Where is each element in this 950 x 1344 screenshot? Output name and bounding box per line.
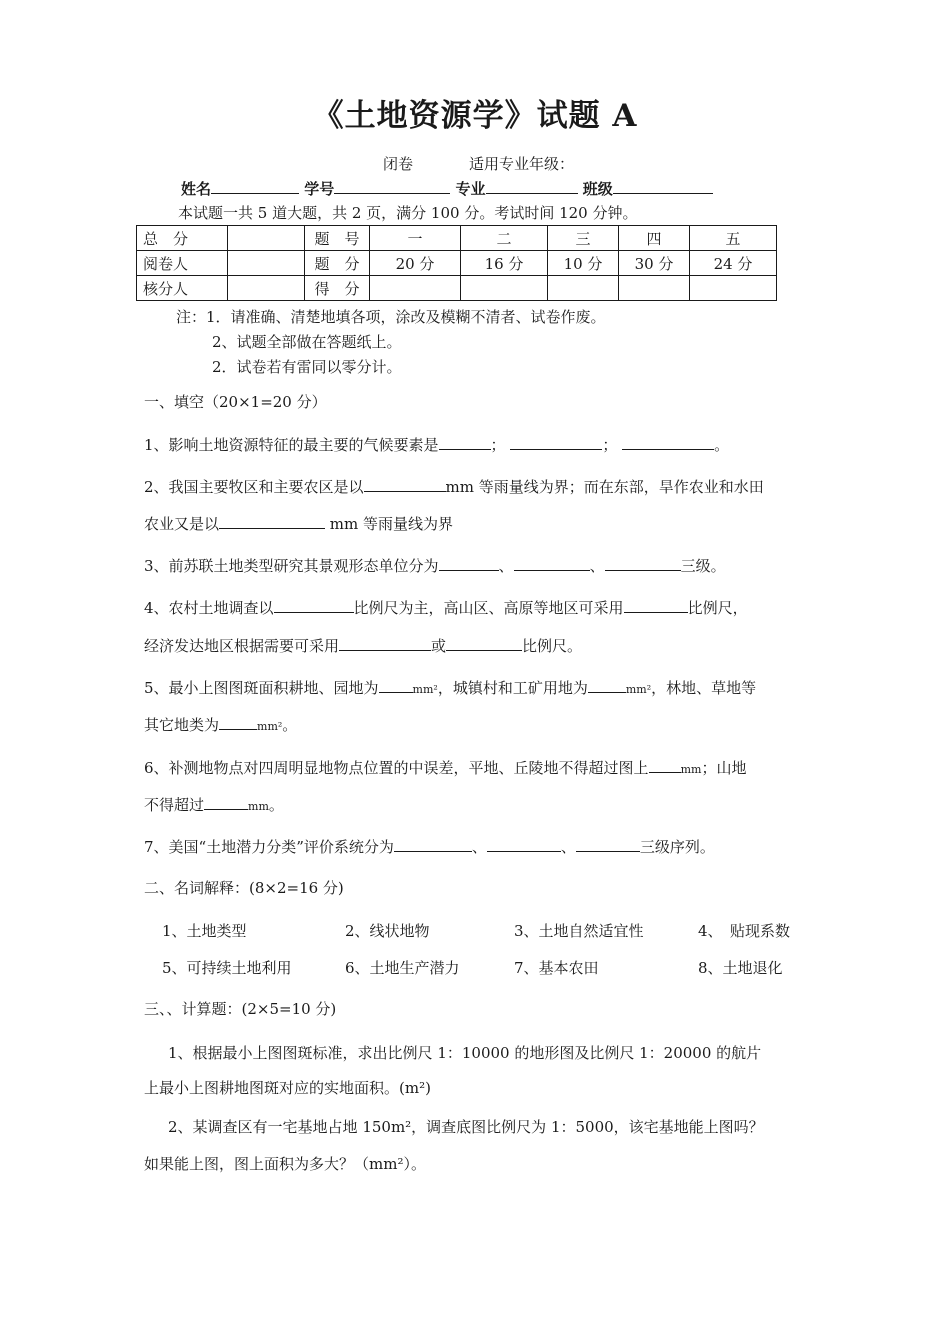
unit-label: mm xyxy=(248,800,269,813)
answer-blank[interactable] xyxy=(204,794,248,810)
section2-heading: 二、名词解释：(8×2=16 分) xyxy=(144,879,344,897)
question-1 xyxy=(144,434,729,455)
term-5: 5、可持续土地利用 xyxy=(162,959,292,977)
answer-blank[interactable] xyxy=(510,434,602,450)
table-cell[interactable] xyxy=(548,276,619,301)
question-4-line-1 xyxy=(144,597,748,618)
question-4-line-2 xyxy=(144,635,582,656)
question-text: ，林地、草地等 xyxy=(651,679,757,697)
question-6-line-1 xyxy=(144,757,746,780)
question-text: 经济发达地区根据需要可采用 xyxy=(144,637,340,655)
note-3: 2．试卷若有雷同以零分计。 xyxy=(212,358,402,376)
question-text: 或 xyxy=(431,637,447,655)
answer-blank[interactable] xyxy=(379,677,413,693)
closed-book-label: 闭卷 xyxy=(383,155,414,173)
question-5-line-1 xyxy=(144,677,756,700)
question-text: 农业又是以 xyxy=(144,515,220,533)
question-text: 1、影响土地资源特征的最主要的气候要素是 xyxy=(144,436,439,454)
answer-blank[interactable] xyxy=(219,714,257,730)
table-cell: 二 xyxy=(461,226,548,251)
answer-blank[interactable] xyxy=(339,635,431,651)
separator: 、 xyxy=(589,557,605,575)
question-text: 三级。 xyxy=(680,557,726,575)
term-6: 6、土地生产潜力 xyxy=(345,959,460,977)
score-table xyxy=(136,225,777,301)
question-text: 2、我国主要牧区和主要农区是以 xyxy=(144,478,364,496)
table-cell: 阅卷人 xyxy=(137,251,228,276)
answer-blank[interactable] xyxy=(649,757,681,773)
question-2-line-1 xyxy=(144,476,764,497)
answer-blank[interactable] xyxy=(622,434,714,450)
answer-blank[interactable] xyxy=(588,677,626,693)
table-cell: 五 xyxy=(690,226,777,251)
note-1: 注：1．请准确、清楚地填各项，涂改及模糊不清者、试卷作废。 xyxy=(176,308,606,326)
answer-blank[interactable] xyxy=(274,597,354,613)
student-id-field[interactable] xyxy=(334,178,450,194)
unit-label: mm² xyxy=(625,683,652,696)
table-cell: 30 分 xyxy=(619,251,690,276)
question-text: 6、补测地物点对四周明显地物点位置的中误差，平地、丘陵地不得超过图上 xyxy=(144,759,649,777)
question-text: 三级序列。 xyxy=(639,838,715,856)
exam-meta xyxy=(383,154,574,174)
table-cell: 题 号 xyxy=(305,226,370,251)
question-text: 。 xyxy=(282,716,298,734)
question-text: 。 xyxy=(268,796,284,814)
unit-label: mm xyxy=(680,763,702,776)
separator: ； xyxy=(602,436,618,454)
question-text: 7、美国“土地潜力分类”评价系统分为 xyxy=(144,838,394,856)
table-row xyxy=(137,276,777,301)
question-text: mm 等雨量线为界；而在东部，旱作农业和水田 xyxy=(445,478,764,496)
table-cell[interactable] xyxy=(619,276,690,301)
question-7 xyxy=(144,836,715,857)
separator: 、 xyxy=(471,838,487,856)
calc-question-2-line-1: 2、某调查区有一宅基地占地 150m²，调查底图比例尺为 1：5000，该宅基地能上图吗？ xyxy=(168,1118,764,1136)
table-cell: 一 xyxy=(370,226,461,251)
table-cell: 三 xyxy=(548,226,619,251)
table-cell: 20 分 xyxy=(370,251,461,276)
term-1: 1、土地类型 xyxy=(162,922,247,940)
calc-question-1-line-2: 上最小上图耕地图斑对应的实地面积。(m²) xyxy=(144,1079,431,1097)
answer-blank[interactable] xyxy=(439,434,491,450)
question-text: 3、前苏联土地类型研究其景观形态单位分为 xyxy=(144,557,439,575)
table-cell: 16 分 xyxy=(461,251,548,276)
question-text: 4、农村土地调查以 xyxy=(144,599,274,617)
answer-blank[interactable] xyxy=(576,836,640,852)
exam-title: 《土地资源学》试题 A xyxy=(312,98,638,134)
answer-blank[interactable] xyxy=(446,635,522,651)
question-text: 比例尺， xyxy=(687,599,748,617)
separator: 。 xyxy=(714,436,730,454)
unit-label: mm² xyxy=(257,720,283,733)
question-text: 比例尺为主，高山区、高原等地区可采用 xyxy=(353,599,624,617)
section1-heading: 一、填空（20×1=20 分） xyxy=(144,393,327,411)
table-cell xyxy=(228,226,305,251)
calc-question-2-line-2: 如果能上图，图上面积为多大？（mm²）。 xyxy=(144,1155,426,1173)
table-row xyxy=(137,251,777,276)
unit-label: mm² xyxy=(412,683,438,696)
separator: 、 xyxy=(498,557,514,575)
question-6-line-2 xyxy=(144,794,284,817)
student-info-row xyxy=(181,178,713,199)
table-cell: 四 xyxy=(619,226,690,251)
separator: ； xyxy=(490,436,506,454)
answer-blank[interactable] xyxy=(514,555,590,571)
table-cell: 得 分 xyxy=(305,276,370,301)
question-text: ；山地 xyxy=(701,759,747,777)
table-row xyxy=(137,226,777,251)
class-field[interactable] xyxy=(613,178,713,194)
table-cell[interactable] xyxy=(370,276,461,301)
question-text: mm 等雨量线为界 xyxy=(325,515,453,533)
class-label: 班级 xyxy=(582,180,613,198)
term-8: 8、土地退化 xyxy=(698,959,783,977)
answer-blank[interactable] xyxy=(605,555,681,571)
term-4: 4、 贴现系数 xyxy=(698,922,791,940)
applicable-major-label: 适用专业年级： xyxy=(469,155,575,173)
question-text: ，城镇村和工矿用地为 xyxy=(437,679,588,697)
question-5-line-2 xyxy=(144,714,297,737)
table-cell: 核分人 xyxy=(137,276,228,301)
question-2-line-2 xyxy=(144,513,453,534)
exam-intro: 本试题一共 5 道大题，共 2 页，满分 100 分。考试时间 120 分钟。 xyxy=(178,204,638,222)
question-text: 不得超过 xyxy=(144,796,205,814)
table-cell: 总 分 xyxy=(137,226,228,251)
table-cell[interactable] xyxy=(461,276,548,301)
question-text: 比例尺。 xyxy=(522,637,583,655)
major-label: 专业 xyxy=(455,180,486,198)
table-cell: 题 分 xyxy=(305,251,370,276)
name-field[interactable] xyxy=(211,178,299,194)
term-2: 2、线状地物 xyxy=(345,922,430,940)
question-3 xyxy=(144,555,726,576)
table-cell[interactable] xyxy=(228,276,305,301)
student-id-label: 学号 xyxy=(304,180,335,198)
term-3: 3、土地自然适宜性 xyxy=(514,922,644,940)
answer-blank[interactable] xyxy=(394,836,472,852)
separator: 、 xyxy=(560,838,576,856)
major-field[interactable] xyxy=(486,178,578,194)
question-text: 5、最小上图图斑面积耕地、园地为 xyxy=(144,679,379,697)
table-cell[interactable] xyxy=(690,276,777,301)
answer-blank[interactable] xyxy=(439,555,499,571)
answer-blank[interactable] xyxy=(624,597,688,613)
calc-question-1-line-1: 1、根据最小上图图斑标准，求出比例尺 1：10000 的地形图及比例尺 1：20000 的航片 xyxy=(168,1044,762,1062)
answer-blank[interactable] xyxy=(364,476,446,492)
answer-blank[interactable] xyxy=(487,836,561,852)
name-label: 姓名 xyxy=(181,180,212,198)
table-cell: 10 分 xyxy=(548,251,619,276)
term-7: 7、基本农田 xyxy=(514,959,599,977)
answer-blank[interactable] xyxy=(219,513,325,529)
table-cell xyxy=(228,251,305,276)
note-2: 2、试题全部做在答题纸上。 xyxy=(212,333,402,351)
table-cell: 24 分 xyxy=(690,251,777,276)
section3-heading: 三、、计算题：(2×5=10 分) xyxy=(144,1000,337,1018)
question-text: 其它地类为 xyxy=(144,716,220,734)
